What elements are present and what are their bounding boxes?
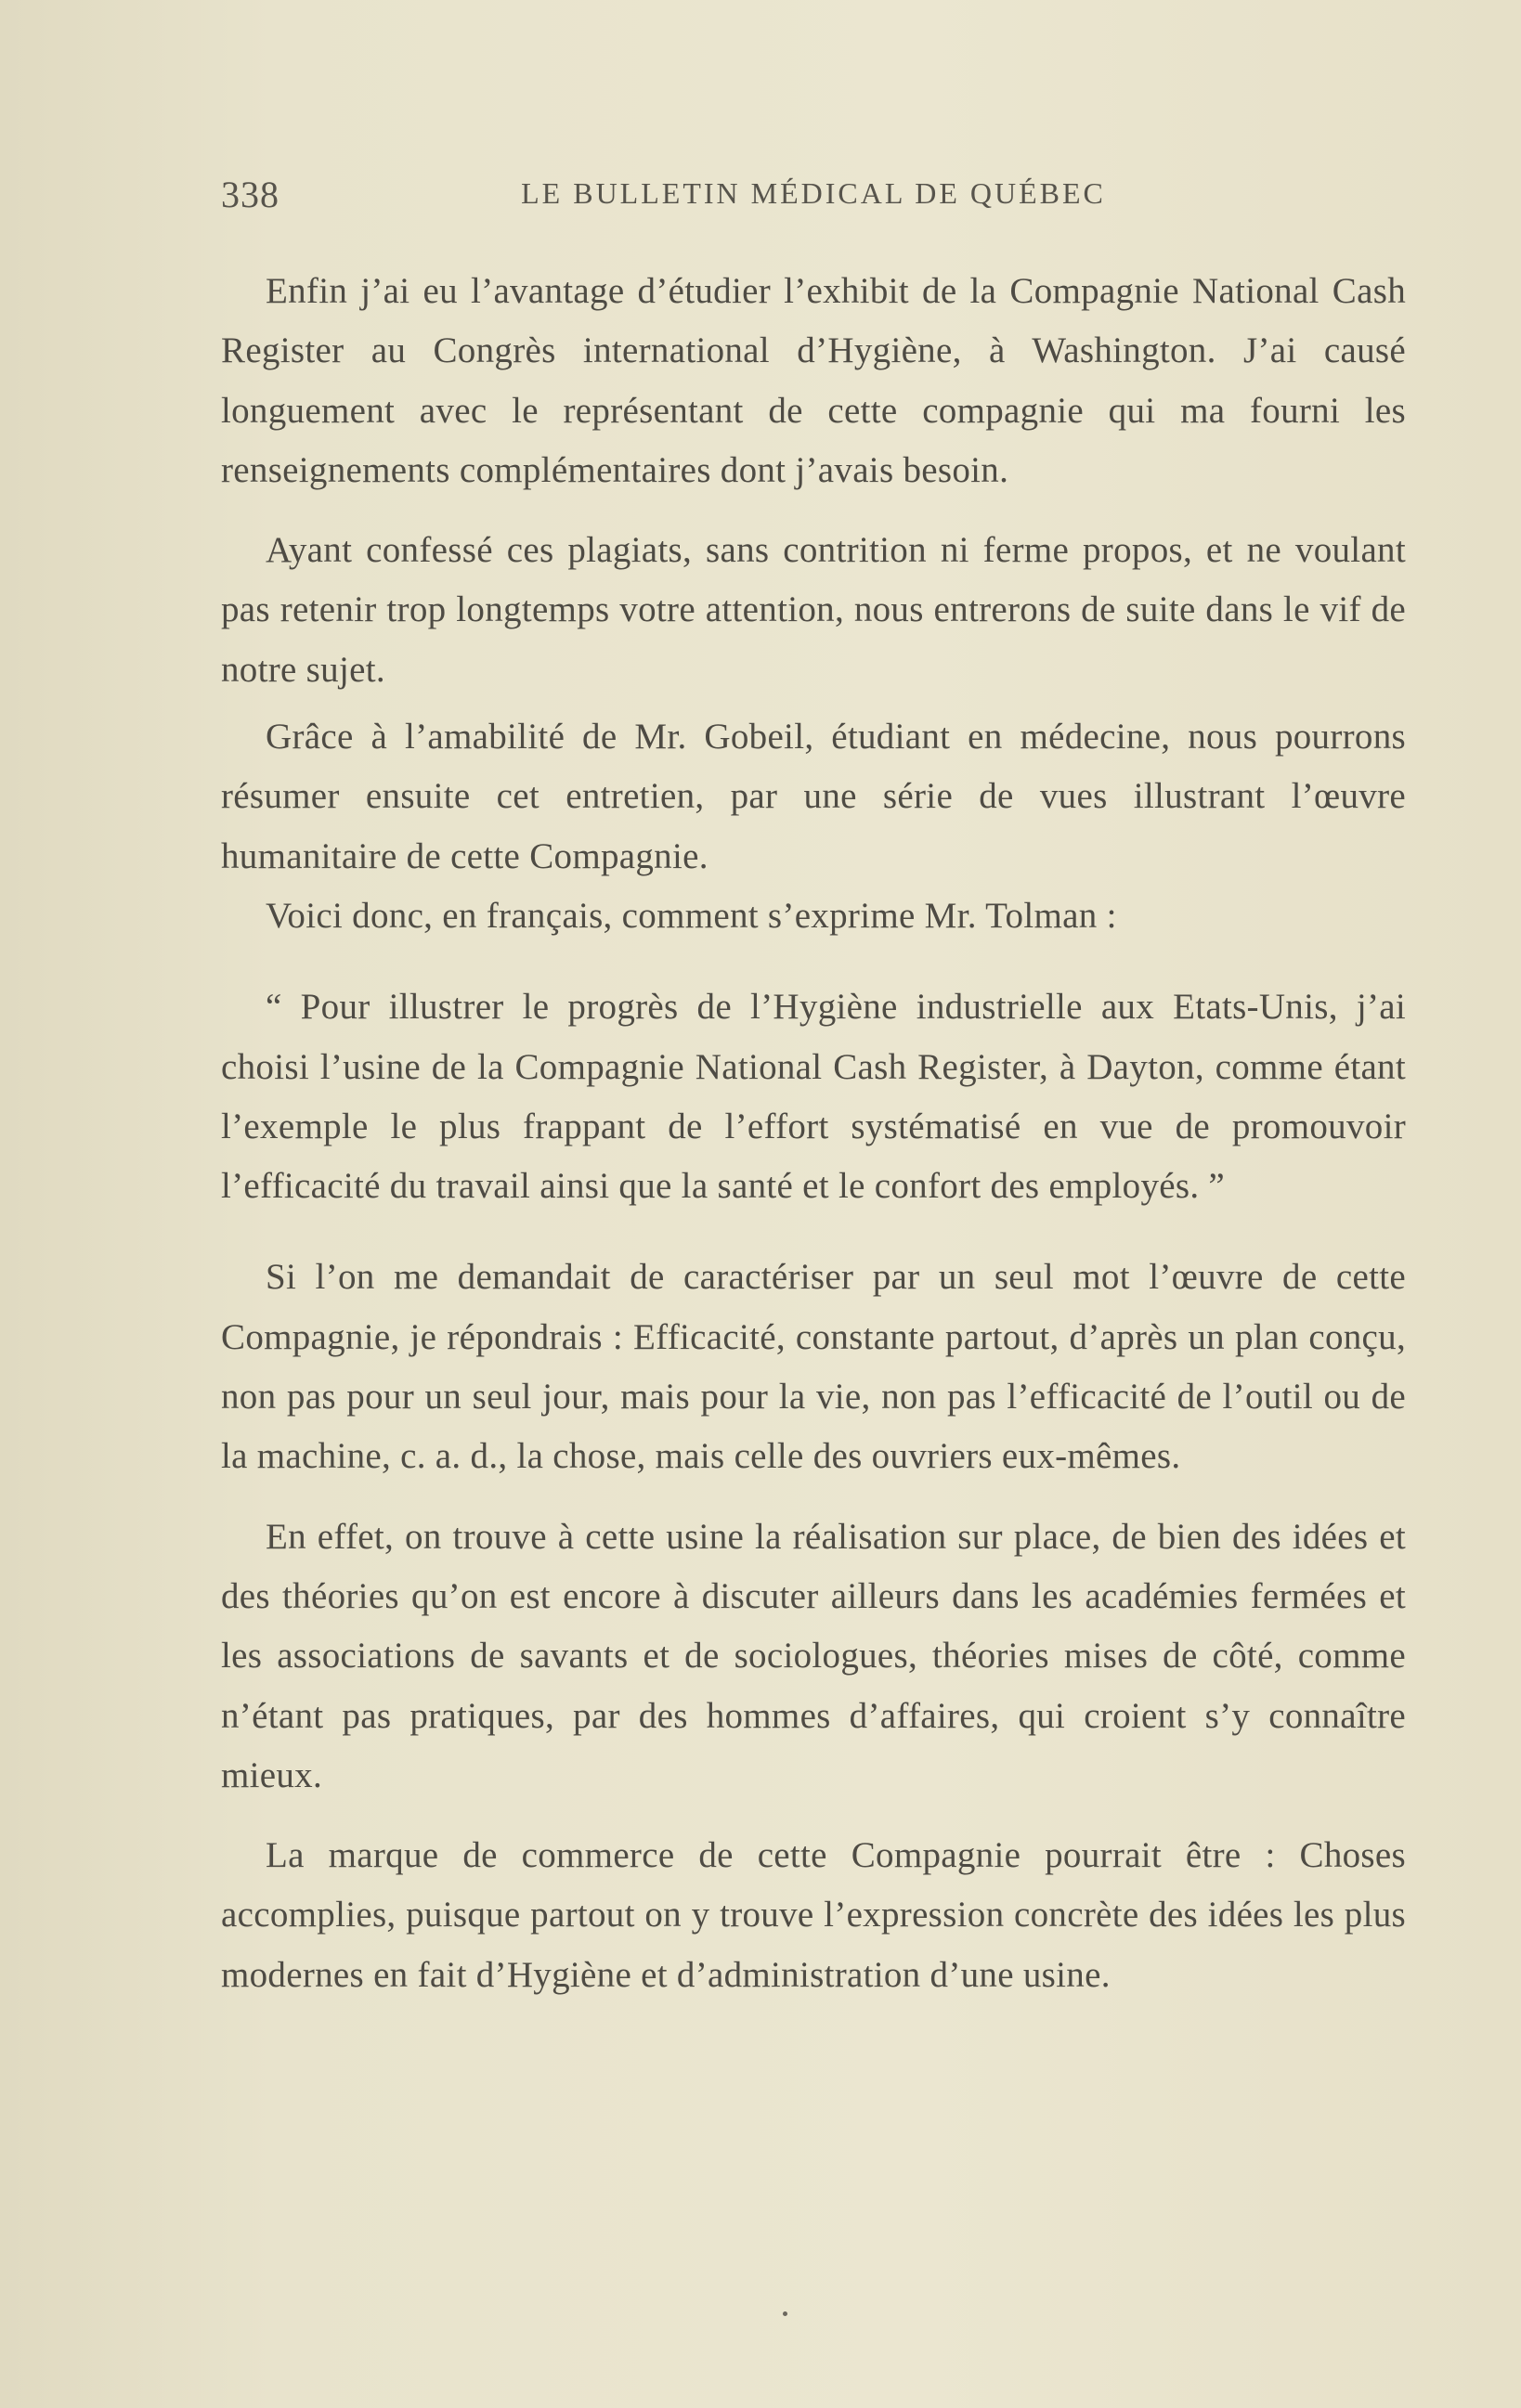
paragraph-en-effet: En effet, on trouve à cette usine la réalisation sur place, de bien des idées et des théories qu’on est encore à discuter ailleurs dans les académies fermées et les associations de savants et de sociologues, théories mises de côté, comme n’étant pas pratiques, par des hommes d’affaires, qui croient s’y connaître mieux. [221,1516,1406,1795]
paragraph-tolman-quote: “ Pour illustrer le progrès de l’Hygiène industrielle aux Etats-Unis, j’ai choisi l’usine de la Compagnie National Cash Register, à Dayton, comme étant l’exemple le plus frappant de l’effort systématisé en vue de promouvoir l’efficacité du travail ainsi que la santé et le confort des employés. ” [221,987,1406,1207]
paragraph-efficacite: Si l’on me demandait de caractériser par un seul mot l’œuvre de cette Compagnie, je répondrais : Efficacité, constante partout, d’après un plan conçu, non pas pour un seul jour, mais pour la vie, non pas l’efficacité de l’outil ou de la machine, c. a. d., la chose, mais celle des ouvriers eux-mêmes. [221,1257,1406,1477]
paragraph-gobeil: Grâce à l’amabilité de Mr. Gobeil, étudiant en médecine, nous pourrons résumer ensuite cet entretien, par une série de vues illustrant l’œuvre humanitaire de cette Compagnie. [221,717,1406,876]
paragraph-exhibit: Enfin j’ai eu l’avantage d’étudier l’exhibit de la Compagnie National Cash Register au Congrès international d’Hygiène, à Washington. J’ai causé longuement avec le représentant de cette compagnie qui ma fourni les renseignements complémentaires dont j’avais besoin. [221,271,1406,490]
paragraph-marque: La marque de commerce de cette Compagnie pourrait être : Choses accomplies, puisque partout on y trouve l’expression concrète des idées les plus modernes en fait d’Hygiène et d’administration d’une usine. [221,1835,1406,1995]
journal-title: LE BULLETIN MÉDICAL DE QUÉBEC [521,176,1106,210]
paragraph-tolman-intro: Voici donc, en français, comment s’exprime Mr. Tolman : [266,895,1117,936]
print-speck [783,2311,787,2316]
page-number: 338 [221,174,280,215]
body-text [221,262,1406,2005]
paragraph-confession: Ayant confessé ces plagiats, sans contrition ni ferme propos, et ne voulant pas retenir trop longtemps votre attention, nous entrerons de suite dans le vif de notre sujet. [221,530,1406,690]
running-head [221,173,1406,219]
